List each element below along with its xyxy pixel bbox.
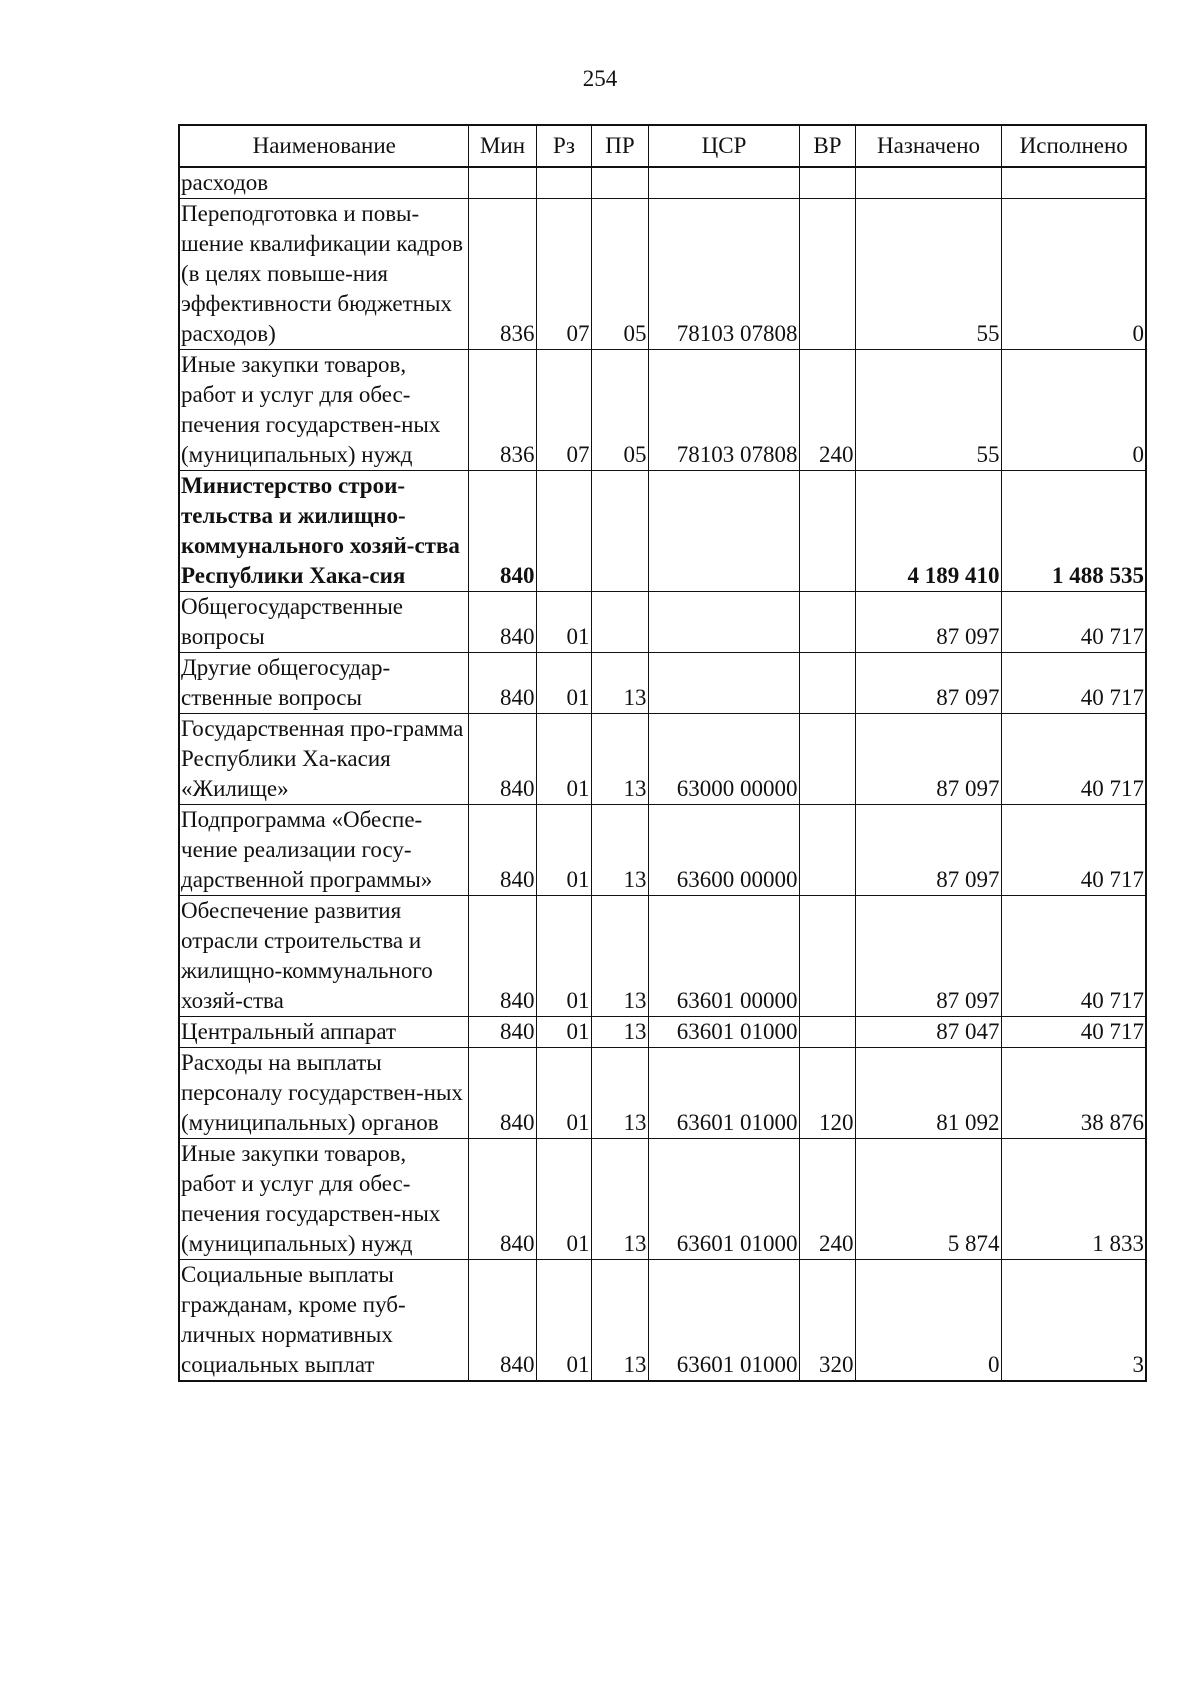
cell-pr: 05 [591,350,648,471]
cell-done: 40 717 [1001,896,1146,1017]
cell-pr [591,471,648,592]
cell-vr [799,896,855,1017]
cell-csr [648,167,799,199]
table-header-row [179,125,1146,167]
table-body [179,167,1146,1381]
table-row [179,714,1146,805]
cell-plan: 81 092 [855,1048,1001,1139]
cell-csr: 63601 00000 [648,896,799,1017]
cell-vr [799,653,855,714]
cell-plan: 55 [855,199,1001,350]
cell-name: Переподготовка и повы-шение квалификации кадров (в целях повыше-ния эффективности бюджетных расходов) [179,199,468,350]
cell-csr: 63601 01000 [648,1260,799,1382]
cell-csr [648,471,799,592]
cell-rz: 01 [536,805,591,896]
cell-pr: 05 [591,199,648,350]
cell-name: расходов [179,167,468,199]
cell-rz: 01 [536,714,591,805]
cell-name: Иные закупки товаров, работ и услуг для обес-печения государствен-ных (муниципальных) нужд [179,1139,468,1260]
cell-rz: 01 [536,1139,591,1260]
cell-plan: 87 097 [855,714,1001,805]
cell-min: 840 [468,1260,536,1382]
cell-name: Подпрограмма «Обеспе-чение реализации госу-дарственной программы» [179,805,468,896]
cell-vr [799,592,855,653]
cell-min: 840 [468,896,536,1017]
cell-name: Центральный аппарат [179,1017,468,1048]
cell-pr: 13 [591,1017,648,1048]
cell-vr [799,167,855,199]
cell-rz: 01 [536,1260,591,1382]
cell-done: 1 833 [1001,1139,1146,1260]
cell-done: 3 [1001,1260,1146,1382]
table-row [179,350,1146,471]
cell-min: 840 [468,471,536,592]
cell-plan: 87 097 [855,653,1001,714]
cell-min [468,167,536,199]
cell-plan: 87 097 [855,805,1001,896]
cell-name: Государственная про-грамма Республики Ха-касия «Жилище» [179,714,468,805]
cell-pr: 13 [591,714,648,805]
cell-min: 840 [468,653,536,714]
cell-plan [855,167,1001,199]
cell-pr: 13 [591,1260,648,1382]
cell-rz [536,471,591,592]
cell-done [1001,167,1146,199]
cell-plan: 87 097 [855,592,1001,653]
header-pr: ПР [591,125,648,167]
cell-done: 40 717 [1001,592,1146,653]
cell-pr [591,167,648,199]
header-rz: Рз [536,125,591,167]
cell-csr: 63600 00000 [648,805,799,896]
cell-name: Иные закупки товаров, работ и услуг для обес-печения государствен-ных (муниципальных) нужд [179,350,468,471]
header-csr: ЦСР [648,125,799,167]
cell-name: Социальные выплаты гражданам, кроме пуб-личных нормативных социальных выплат [179,1260,468,1382]
cell-pr [591,592,648,653]
cell-csr [648,653,799,714]
cell-min: 840 [468,714,536,805]
cell-min: 840 [468,592,536,653]
cell-pr: 13 [591,1048,648,1139]
table-row [179,1048,1146,1139]
page-number: 254 [582,66,618,91]
cell-vr: 240 [799,350,855,471]
cell-name: Расходы на выплаты персоналу государствен-ных (муниципальных) органов [179,1048,468,1139]
cell-pr: 13 [591,1139,648,1260]
cell-name: Другие общегосудар-ственные вопросы [179,653,468,714]
cell-csr: 63601 01000 [648,1048,799,1139]
cell-vr [799,805,855,896]
cell-pr: 13 [591,896,648,1017]
cell-name: Общегосударственные вопросы [179,592,468,653]
table-row [179,653,1146,714]
cell-done: 40 717 [1001,653,1146,714]
header-plan: Назначено [855,125,1001,167]
table-row [179,199,1146,350]
cell-vr: 120 [799,1048,855,1139]
cell-vr [799,199,855,350]
cell-csr: 78103 07808 [648,350,799,471]
cell-vr [799,1017,855,1048]
header-name: Наименование [179,125,468,167]
cell-rz: 01 [536,592,591,653]
cell-rz: 01 [536,1017,591,1048]
cell-csr: 63000 00000 [648,714,799,805]
cell-done: 1 488 535 [1001,471,1146,592]
table-row [179,471,1146,592]
cell-pr: 13 [591,653,648,714]
table-row [179,896,1146,1017]
cell-vr: 240 [799,1139,855,1260]
cell-done: 0 [1001,350,1146,471]
cell-rz: 07 [536,350,591,471]
cell-plan: 87 097 [855,896,1001,1017]
cell-done: 38 876 [1001,1048,1146,1139]
cell-vr: 320 [799,1260,855,1382]
cell-rz: 01 [536,1048,591,1139]
cell-vr [799,714,855,805]
cell-min: 840 [468,1139,536,1260]
cell-name: Обеспечение развития отрасли строительства и жилищно-коммунального хозяй-ства [179,896,468,1017]
cell-csr [648,592,799,653]
header-vr: ВР [799,125,855,167]
cell-csr: 63601 01000 [648,1139,799,1260]
cell-done: 40 717 [1001,1017,1146,1048]
cell-name: Министерство строи-тельства и жилищно-коммунального хозяй-ства Республики Хака-сия [179,471,468,592]
header-done: Исполнено [1001,125,1146,167]
table-row [179,1139,1146,1260]
cell-pr: 13 [591,805,648,896]
cell-plan: 4 189 410 [855,471,1001,592]
cell-rz: 01 [536,653,591,714]
cell-rz [536,167,591,199]
cell-done: 0 [1001,199,1146,350]
cell-min: 840 [468,805,536,896]
cell-csr: 63601 01000 [648,1017,799,1048]
table-row [179,805,1146,896]
cell-vr [799,471,855,592]
cell-min: 840 [468,1048,536,1139]
cell-plan: 0 [855,1260,1001,1382]
cell-csr: 78103 07808 [648,199,799,350]
cell-done: 40 717 [1001,805,1146,896]
table-row [179,167,1146,199]
cell-rz: 07 [536,199,591,350]
table-row [179,592,1146,653]
cell-plan: 87 047 [855,1017,1001,1048]
cell-min: 836 [468,350,536,471]
table-row [179,1260,1146,1382]
cell-plan: 55 [855,350,1001,471]
cell-min: 836 [468,199,536,350]
header-min: Мин [468,125,536,167]
table-row [179,1017,1146,1048]
cell-done: 40 717 [1001,714,1146,805]
budget-table [178,124,1147,1382]
cell-plan: 5 874 [855,1139,1001,1260]
cell-rz: 01 [536,896,591,1017]
cell-min: 840 [468,1017,536,1048]
